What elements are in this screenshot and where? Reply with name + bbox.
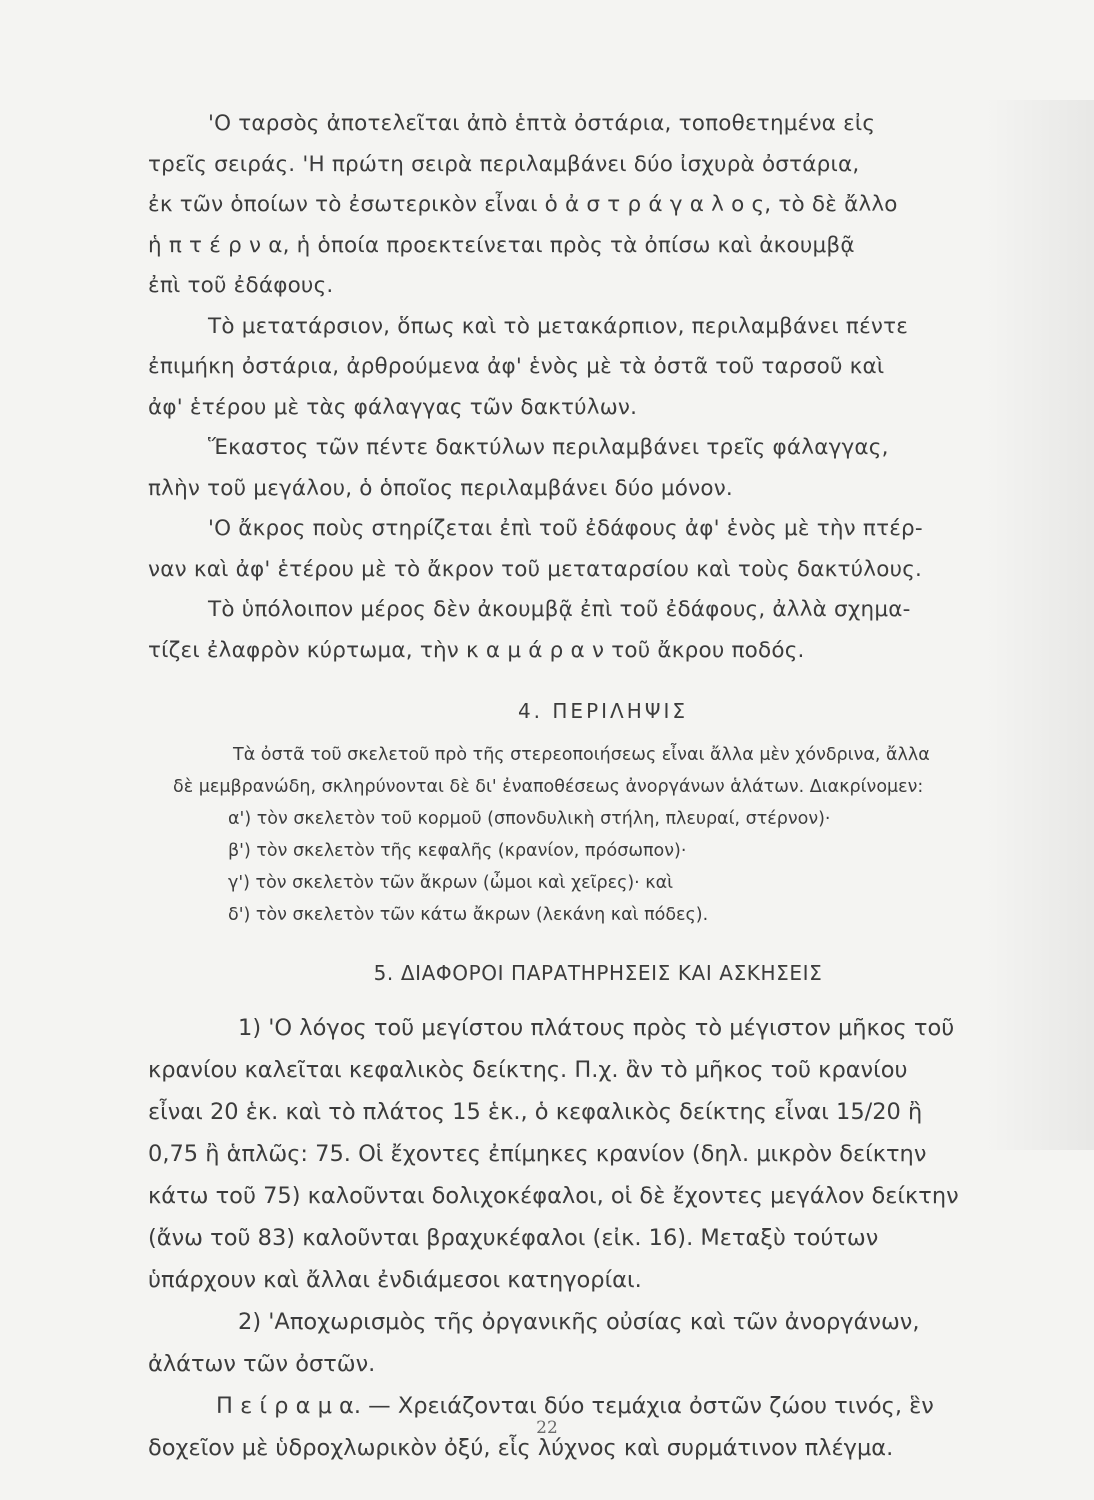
text-line: ναν καὶ ἀφ' ἑτέρου μὲ τὸ ἄκρον τοῦ μεταταρσίου καὶ τοὺς δακτύλους. — [148, 556, 923, 582]
text-line: (ἄνω τοῦ 83) καλοῦνται βραχυκέφαλοι (εἰκ. 16). Μεταξὺ τούτων — [148, 1225, 879, 1251]
text-line: πλὴν τοῦ μεγάλου, ὁ ὁποῖος περιλαμβάνει δύο μόνον. — [148, 475, 733, 501]
text-line: κάτω τοῦ 75) καλοῦνται δολιχοκέφαλοι, οἱ δὲ ἔχοντες μεγάλον δείκτην — [148, 1183, 959, 1209]
summary-item: δ') τὸν σκελετὸν τῶν κάτω ἄκρων (λεκάνη καὶ πόδες). — [228, 905, 709, 925]
text-line: 1) 'Ο λόγος τοῦ μεγίστου πλάτους πρὸς τὸ μέγιστον μῆκος τοῦ — [238, 1015, 955, 1041]
text-line: ἀλάτων τῶν ὀστῶν. — [148, 1351, 376, 1377]
section-4-heading: 4. ΠΕΡΙΛΗΨΙΣ — [517, 699, 689, 723]
section-5-heading: 5. ΔΙΑΦΟΡΟΙ ΠΑΡΑΤΗΡΗΣΕΙΣ ΚΑΙ ΑΣΚΗΣΕΙΣ — [373, 961, 823, 985]
section-5-text — [148, 1007, 1028, 1469]
text-column — [148, 104, 1028, 1469]
text-line: 2) 'Αποχωρισμὸς τῆς ὀργανικῆς οὐσίας καὶ τῶν ἀνοργάνων, — [238, 1309, 920, 1335]
text-line: Τὸ ὑπόλοιπον μέρος δὲν ἀκουμβᾷ ἐπὶ τοῦ ἐδάφους, ἀλλὰ σχημα- — [208, 597, 911, 622]
summary-item: β') τὸν σκελετὸν τῆς κεφαλῆς (κρανίον, πρόσωπον)· — [228, 841, 687, 861]
summary-item: γ') τὸν σκελετὸν τῶν ἄκρων (ὦμοι καὶ χεῖρες)· καὶ — [228, 873, 674, 893]
text-line: ἀφ' ἑτέρου μὲ τὰς φάλαγγας τῶν δακτύλων. — [148, 394, 638, 420]
section-4-summary — [148, 739, 1028, 931]
section-3-text — [148, 104, 1028, 671]
text-line: Π ε ί ρ α μ α. — Χρειάζονται δύο τεμάχια ὀστῶν ζώου τινός, ἓν — [216, 1393, 934, 1419]
text-line: Ἕκαστος τῶν πέντε δακτύλων περιλαμβάνει τρεῖς φάλαγγας, — [208, 435, 889, 460]
text-line: ἐπιμήκη ὀστάρια, ἀρθρούμενα ἀφ' ἑνὸς μὲ τὰ ὀστᾶ τοῦ ταρσοῦ καὶ — [148, 354, 885, 379]
text-line: ἡ π τ έ ρ ν α, ἡ ὁποία προεκτείνεται πρὸς τὰ ὀπίσω καὶ ἀκουμβᾷ — [148, 232, 855, 258]
text-line: 0,75 ἢ ἁπλῶς: 75. Οἱ ἔχοντες ἐπίμηκες κρανίον (δηλ. μικρὸν δείκτην — [148, 1141, 927, 1167]
text-line: τίζει ἐλαφρὸν κύρτωμα, τὴν κ α μ ά ρ α ν τοῦ ἄκρου ποδός. — [148, 637, 805, 663]
text-line: 'Ο ἄκρος ποὺς στηρίζεται ἐπὶ τοῦ ἐδάφους ἀφ' ἑνὸς μὲ τὴν πτέρ- — [208, 516, 923, 541]
text-line: τρεῖς σειράς. 'Η πρώτη σειρὰ περιλαμβάνει δύο ἰσχυρὰ ὀστάρια, — [148, 151, 860, 177]
text-line: ἐκ τῶν ὁποίων τὸ ἐσωτερικὸν εἶναι ὁ ἀ σ τ ρ ά γ α λ ο ς, τὸ δὲ ἄλλο — [148, 192, 898, 217]
text-line: ὑπάρχουν καὶ ἄλλαι ἐνδιάμεσοι κατηγορίαι. — [148, 1267, 642, 1293]
page-number: 22 — [536, 1418, 558, 1438]
text-line: 'Ο ταρσὸς ἀποτελεῖται ἀπὸ ἑπτὰ ὀστάρια, τοποθετημένα εἰς — [208, 111, 876, 136]
text-line: κρανίου καλεῖται κεφαλικὸς δείκτης. Π.χ. ἂν τὸ μῆκος τοῦ κρανίου — [148, 1057, 908, 1083]
summary-line: Τὰ ὀστᾶ τοῦ σκελετοῦ πρὸ τῆς στερεοποιήσεως εἶναι ἄλλα μὲν χόνδρινα, ἄλλα — [233, 745, 930, 765]
summary-item: α') τὸν σκελετὸν τοῦ κορμοῦ (σπονδυλικὴ στήλη, πλευραί, στέρνον)· — [228, 809, 831, 829]
text-line: εἶναι 20 ἑκ. καὶ τὸ πλάτος 15 ἑκ., ὁ κεφαλικὸς δείκτης εἶναι 15/20 ἢ — [148, 1099, 923, 1125]
summary-line: δὲ μεμβρανώδη, σκληρύνονται δὲ δι' ἐναποθέσεως ἀνοργάνων ἁλάτων. Διακρίνομεν: — [173, 777, 924, 797]
text-line: Τὸ μετατάρσιον, ὅπως καὶ τὸ μετακάρπιον, περιλαμβάνει πέντε — [208, 313, 909, 339]
text-line: δοχεῖον μὲ ὑδροχλωρικὸν ὀξύ, εἷς λύχνος καὶ συρμάτινον πλέγμα. — [148, 1435, 894, 1461]
text-line: ἐπὶ τοῦ ἐδάφους. — [148, 273, 334, 298]
